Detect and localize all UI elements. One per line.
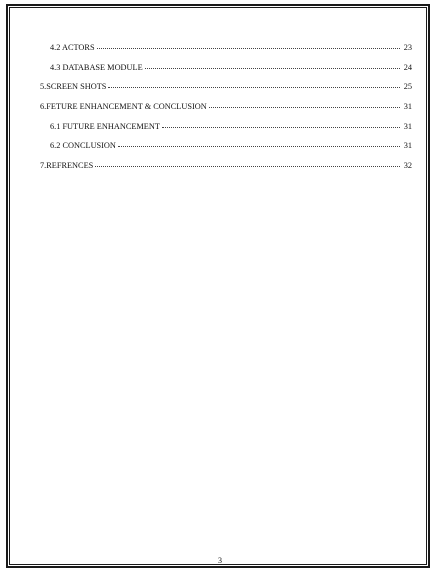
toc-entry-database-module[interactable] xyxy=(40,63,412,83)
toc-entry-refrences[interactable] xyxy=(40,161,412,181)
toc-entry-page: 31 xyxy=(403,141,412,151)
toc-entry-page: 24 xyxy=(403,62,412,72)
toc-entry-feture-enhancement-conclusion[interactable] xyxy=(40,102,412,122)
toc-entry-page: 32 xyxy=(403,161,412,171)
toc-entry-title: 6.2 CONCLUSION xyxy=(50,141,116,151)
toc-entry-title: 5.SCREEN SHOTS xyxy=(40,82,107,92)
toc-dot-leader xyxy=(95,166,400,167)
page-number: 3 xyxy=(218,556,222,565)
toc-entry-title: 7.REFRENCES xyxy=(40,161,94,171)
toc-entry-screen-shots[interactable] xyxy=(40,82,412,102)
toc-entry-page: 31 xyxy=(403,102,412,112)
toc-dot-leader xyxy=(145,68,400,69)
toc-dot-leader xyxy=(118,146,400,147)
toc-entry-title: 6.1 FUTURE ENHANCEMENT xyxy=(50,121,160,131)
toc-entry-page: 23 xyxy=(403,43,412,52)
toc-dot-leader xyxy=(108,87,400,88)
toc-entry-page: 25 xyxy=(403,82,412,92)
toc-dot-leader xyxy=(209,107,400,108)
toc-entry-title: 6.FETURE ENHANCEMENT & CONCLUSION xyxy=(40,102,207,112)
toc-dot-leader xyxy=(162,127,400,128)
toc-entry-future-enhancement[interactable] xyxy=(40,122,412,142)
table-of-contents xyxy=(40,43,412,181)
toc-entry-title: 4.3 DATABASE MODULE xyxy=(50,62,143,72)
toc-entry-page: 31 xyxy=(403,121,412,131)
toc-entry-title: 4.2 ACTORS xyxy=(50,43,95,52)
toc-entry-actors[interactable] xyxy=(40,43,412,63)
toc-entry-conclusion[interactable] xyxy=(40,141,412,161)
toc-dot-leader xyxy=(97,48,400,49)
